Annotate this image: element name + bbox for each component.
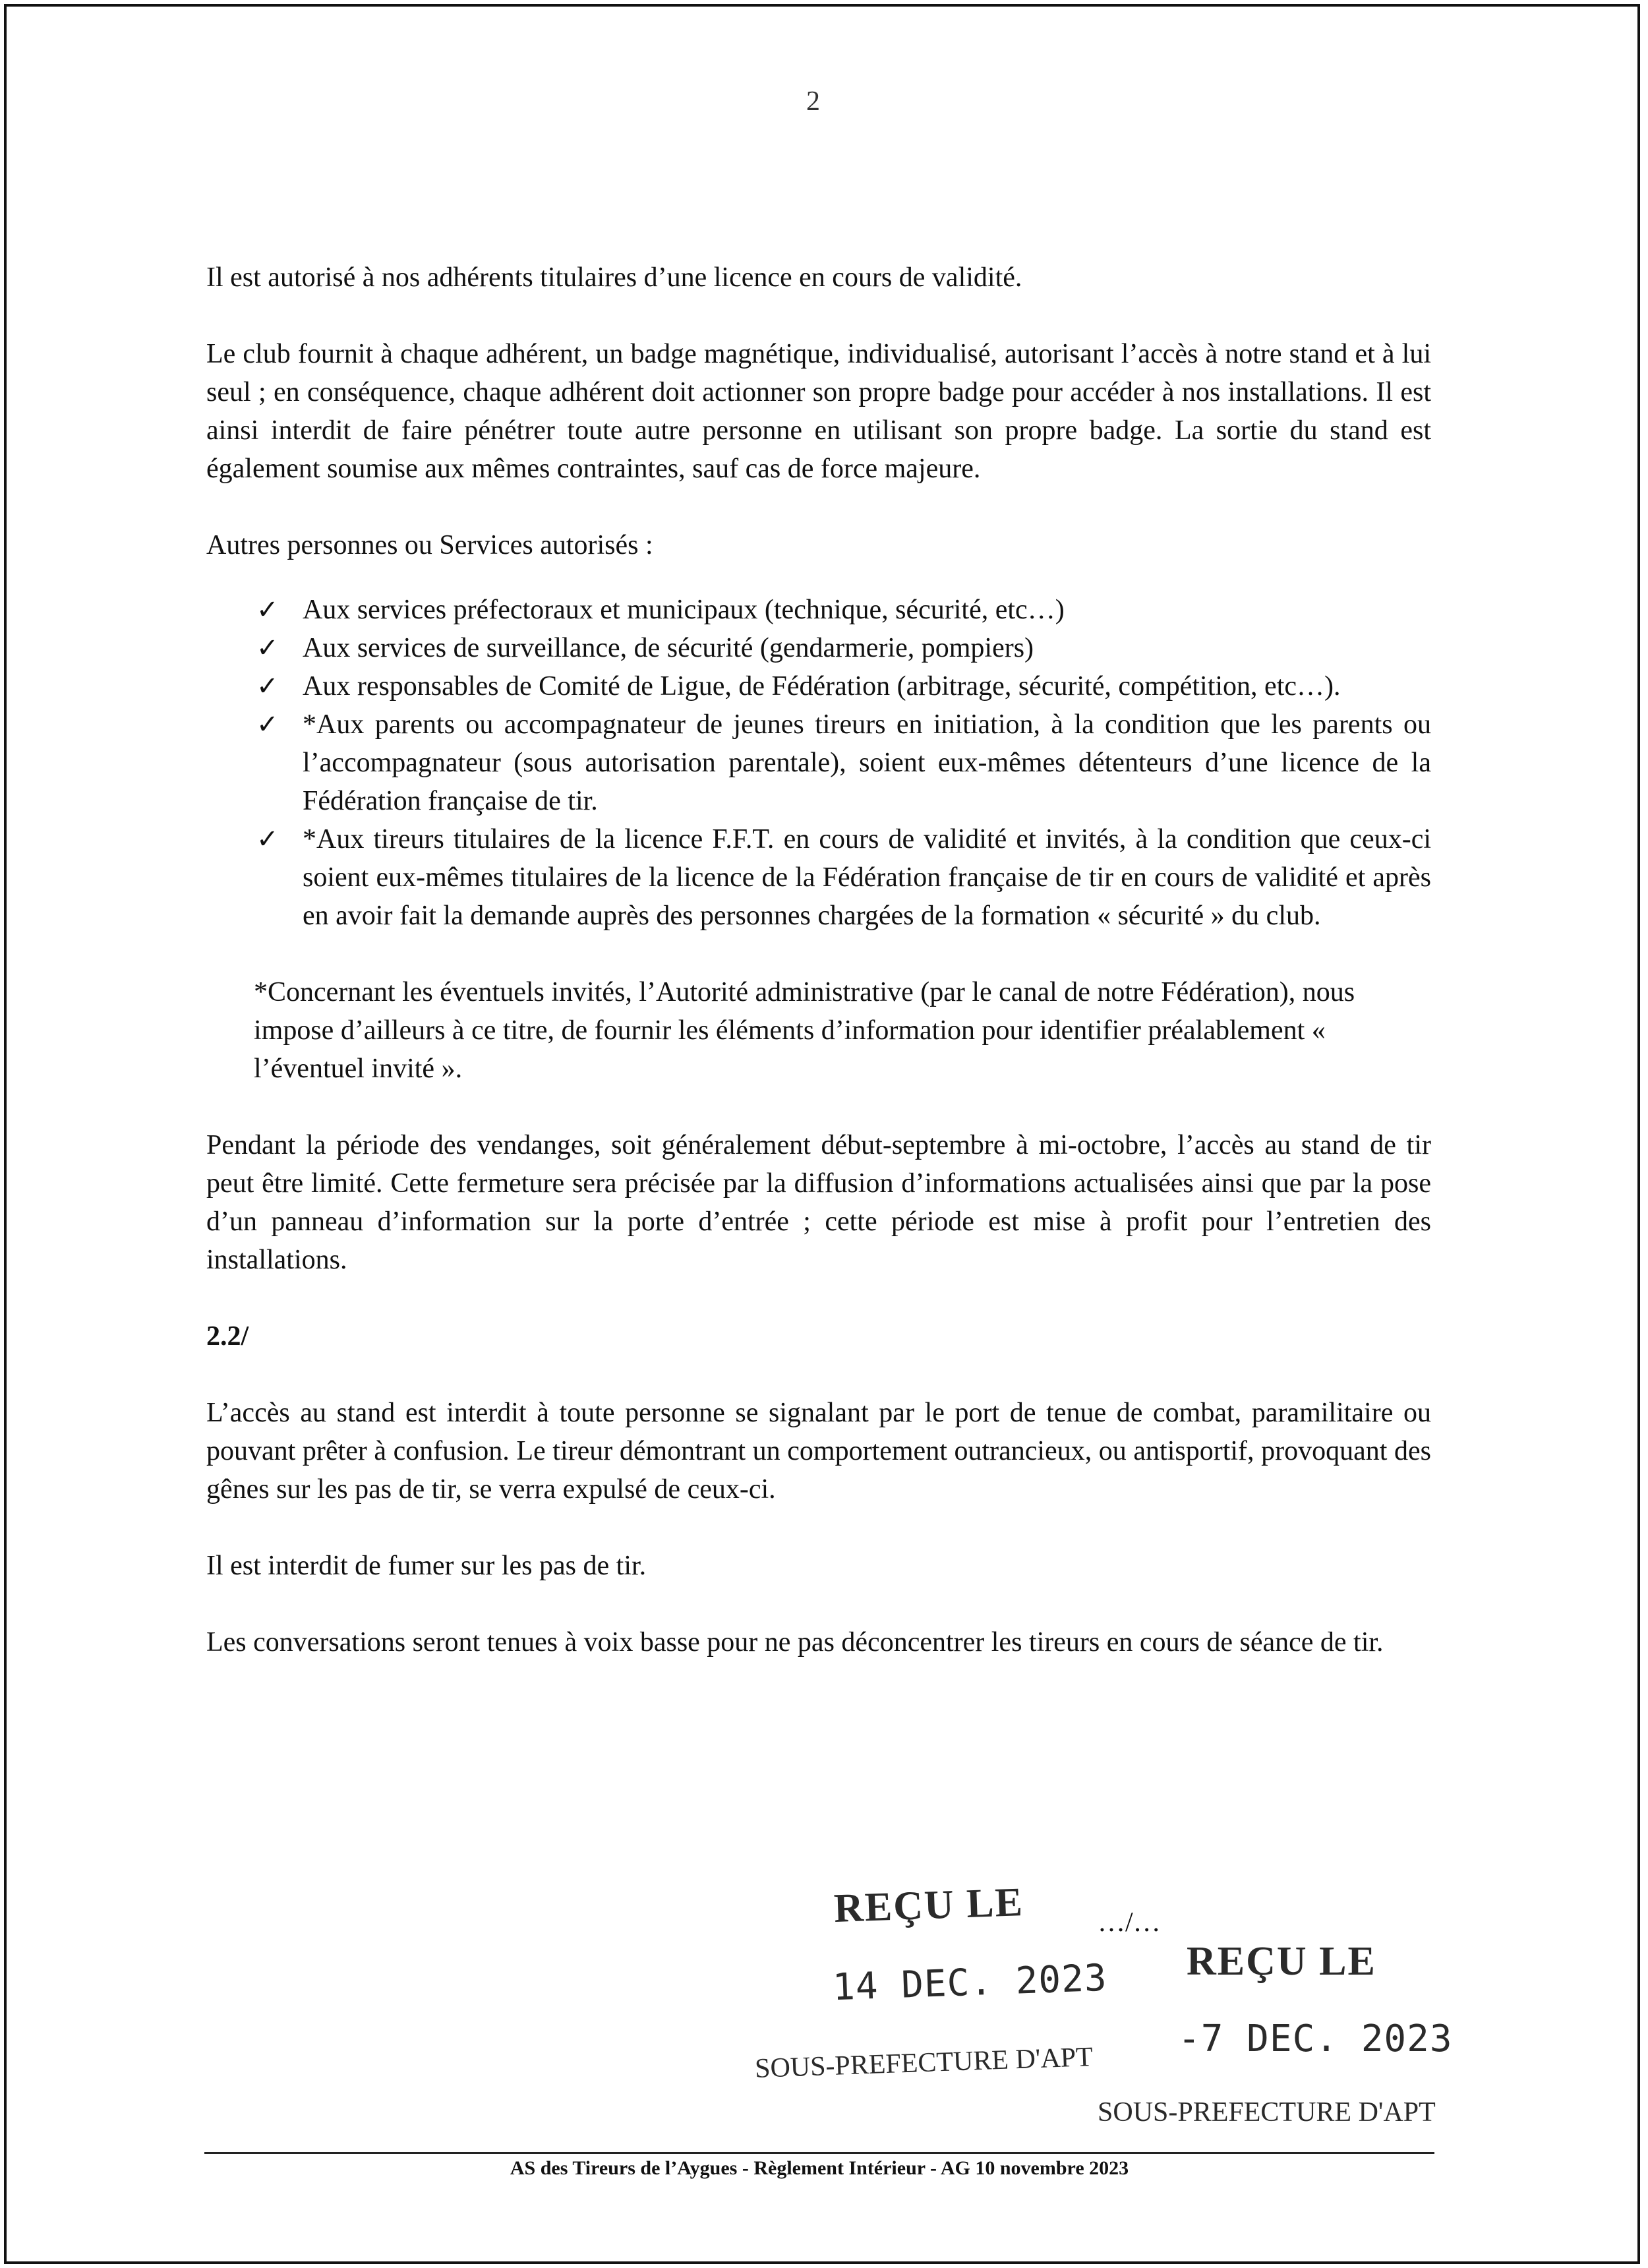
paragraph-fumer: Il est interdit de fumer sur les pas de tir. <box>206 1551 647 1581</box>
note-invites: *Concernant les éventuels invités, l’Autorité administrative (par le canal de notre Fédération), nous impose d’ailleurs à ce titre, de fournir les éléments d’information pour identifier préalablement « l’éventuel invité ». <box>254 977 1355 1084</box>
authorized-list <box>206 591 1431 935</box>
paragraph-acces-interdit: L’accès au stand est interdit à toute personne se signalant par le port de tenue de combat, paramilitaire ou pouvant prêter à confusion. Le tireur démontrant un comportement outrancieux, ou antisportif, provoquant des gênes sur les pas de tir, se verra expulsé de ceux-ci. <box>206 1398 1431 1505</box>
paragraph-conversations: Les conversations seront tenues à voix basse pour ne pas déconcentrer les tireurs en cours de séance de tir. <box>206 1627 1384 1657</box>
list-item: ✓ Aux services préfectoraux et municipaux (technique, sécurité, etc…) <box>206 591 1431 629</box>
section-heading: 2.2/ <box>206 1321 249 1352</box>
footer-divider <box>204 2152 1434 2154</box>
checkmark-icon: ✓ <box>256 709 279 740</box>
stamp-label: REÇU LE <box>833 1879 1024 1932</box>
list-item: ✓ Aux services de surveillance, de sécurité (gendarmerie, pompiers) <box>206 629 1431 667</box>
stamp-date: -7 DEC. 2023 <box>1178 2017 1453 2060</box>
paragraph-badge: Le club fournit à chaque adhérent, un badge magnétique, individualisé, autorisant l’accès à notre stand et à lui seul ; en conséquence, chaque adhérent doit actionner son propre badge pour accéder à nos installations. Il est ainsi interdit de faire pénétrer toute autre personne en utilisant son propre badge. La sortie du stand est également soumise aux mêmes contraintes, sauf cas de force majeure. <box>206 339 1431 484</box>
checkmark-icon: ✓ <box>256 633 279 663</box>
stamp-label: REÇU LE <box>1187 1939 1376 1984</box>
list-item: ✓ *Aux parents ou accompagnateur de jeunes tireurs en initiation, à la condition que les parents ou l’accompagnateur (sous autorisation parentale), soient eux-mêmes détenteurs d’une licence de la Fédération française de tir. <box>206 705 1431 820</box>
document-footer: AS des Tireurs de l’Aygues - Règlement Intérieur - AG 10 novembre 2023 <box>510 2157 1129 2179</box>
list-item: ✓ *Aux tireurs titulaires de la licence F.F.T. en cours de validité et invités, à la condition que ceux-ci soient eux-mêmes titulaires de la licence de la Fédération française de tir en cours de validité et après en avoir fait la demande auprès des personnes chargées de la formation « sécurité » du club. <box>206 820 1431 935</box>
stamp-office: SOUS-PREFECTURE D'APT <box>1098 2097 1436 2128</box>
checkmark-icon: ✓ <box>256 824 279 854</box>
checkmark-icon: ✓ <box>256 671 279 701</box>
paragraph-vendanges: Pendant la période des vendanges, soit généralement début-septembre à mi-octobre, l’accès au stand de tir peut être limité. Cette fermeture sera précisée par la diffusion d’informations actualisées ainsi que par la pose d’un panneau d’information sur la porte d’entrée ; cette période est mise à profit pour l’entretien des installations. <box>206 1130 1431 1275</box>
stamp-office: SOUS-PREFECTURE D'APT <box>754 2042 1094 2084</box>
page-number: 2 <box>806 86 820 117</box>
continuation-mark: …/… <box>1098 1907 1161 1938</box>
paragraph-licence: Il est autorisé à nos adhérents titulaires d’une licence en cours de validité. <box>206 262 1022 293</box>
stamp-date: 14 DEC. 2023 <box>831 1956 1108 2010</box>
paragraph-autres-personnes: Autres personnes ou Services autorisés : <box>206 530 653 560</box>
list-item: ✓ Aux responsables de Comité de Ligue, de Fédération (arbitrage, sécurité, compétition, etc…). <box>206 667 1431 705</box>
checkmark-icon: ✓ <box>256 595 279 625</box>
document-body <box>206 258 1431 1661</box>
